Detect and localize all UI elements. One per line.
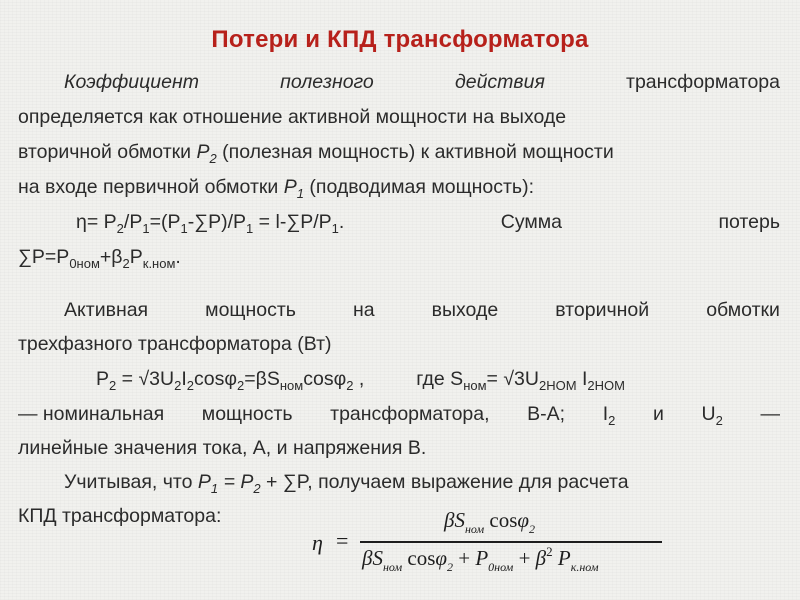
p1-line-3: вторичной обмотки $P_2$ (полезная мощность) к активной мощности: [18, 141, 614, 166]
p1-line-6: $\sum P=P_{0ном}+\beta_2P_{к.ном}$.: [18, 246, 181, 271]
p2-line-2: трехфазного трансформатора (Вт): [18, 333, 332, 355]
p2-line-3: [18, 367, 780, 391]
p2-line-1: Активная мощность на выходе вторичной обмотки: [64, 299, 780, 321]
p2-line-5: линейные значения тока, А, и напряжения В.: [18, 437, 427, 459]
p3-line-2: КПД трансформатора:: [18, 505, 222, 527]
power-formula: $P_2 = √3U_2I_2\cos\varphi_2=\beta S_{ном}\cos\varphi_2$ ,: [96, 368, 365, 393]
formula-numerator: $\beta S_{ном}$ cosφ$_2$: [444, 508, 535, 536]
p1-line-5: $\eta= P_2/P_1=(P_1-\sum P)/P_1 = l-\sum P/P_1$. Сумма потерь: [76, 211, 780, 236]
p1-word: полезного: [280, 71, 374, 93]
p1-word: трансформатора: [626, 71, 780, 93]
formula-equals: =: [336, 528, 349, 553]
efficiency-formula-inline: $\eta= P_2/P_1=(P_1-\sum P)/P_1 = l-\sum P/P_1$.: [76, 211, 345, 236]
p1-line-2: определяется как отношение активной мощности на выходе: [18, 106, 567, 128]
nominal-power-formula: где $S_{ном}= √3U_{2НОМ}$ $I_{2НОМ}$: [416, 368, 625, 393]
p2-line-4: — номинальная мощность трансформатора, В-А; $I_2$ и $U_2$ —: [18, 403, 780, 428]
formula-denominator: $\beta S_{ном}$ $\cos\varphi_2 + P_{0ном} + \beta^2$ $P_{к.ном}$: [362, 544, 599, 574]
p3-line-1: Учитывая, что $P_1 = P_2 + \sum P$, получаем выражение для расчета: [64, 471, 629, 496]
efficiency-formula: [306, 508, 666, 584]
p1-word: действия: [454, 71, 545, 93]
p1-word: Коэффициент: [64, 71, 199, 93]
formula-eta: η: [312, 530, 323, 555]
p1-line-1: [18, 70, 780, 94]
p1-line-4: на входе первичной обмотки $P_1$ (подводимая мощность):: [18, 176, 534, 201]
formula-fraction-bar: [360, 541, 662, 543]
slide-title: Потери и КПД трансформатора: [211, 26, 589, 53]
